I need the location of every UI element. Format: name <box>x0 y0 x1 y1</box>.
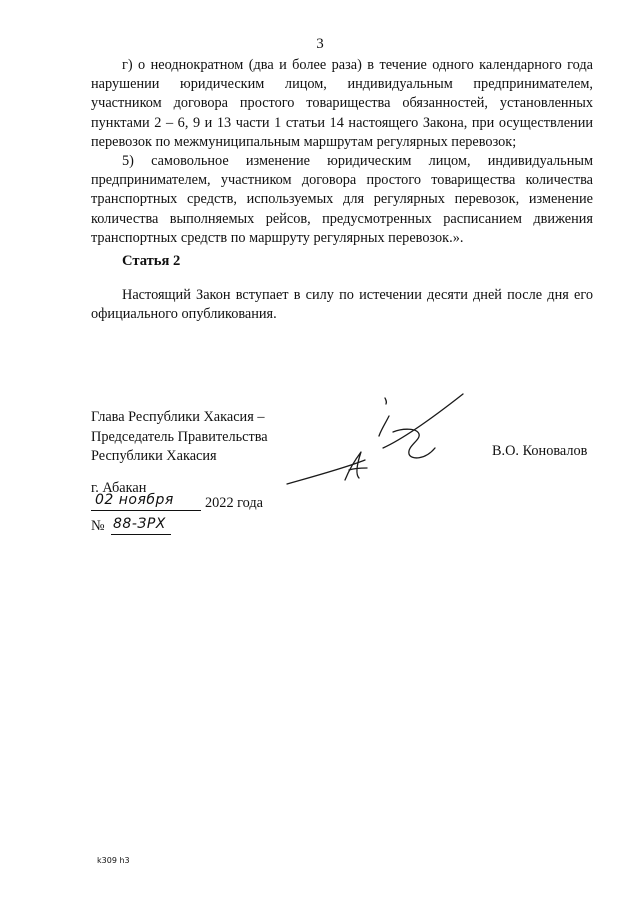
date-year: 2022 года <box>205 495 264 511</box>
number-sign: № <box>91 518 105 534</box>
position-line-1: Глава Республики Хакасия – <box>91 409 265 425</box>
page-number: 3 <box>316 36 324 52</box>
number-underline <box>111 534 171 535</box>
law-number <box>91 516 211 538</box>
signing-date <box>91 494 291 516</box>
article-text: Настоящий Закон вступает в силу по истечении десяти дней после дня его официального опубликования. <box>91 287 593 323</box>
article-body <box>91 286 593 324</box>
paragraph-item-g: г) о неоднократном (два и более раза) в течение одного календарного года нарушении юридическим лицом, индивидуальным предпринимателем, участником договора простого товарищества обязанностей, установленных пунктами 2 – 6, 9 и 13 части 1 статьи 14 настоящего Закона, при осуществлении перевозок по межмуниципальным маршрутам регулярных перевозок; <box>91 57 593 150</box>
handwritten-signature <box>285 388 475 493</box>
footer-code: k309 h3 <box>97 856 130 865</box>
amendment-text <box>91 56 593 248</box>
handwritten-date: 02 ноября <box>95 492 174 508</box>
signatory-name: В.О. Коновалов <box>492 443 588 459</box>
position-line-2: Председатель Правительства <box>91 428 268 445</box>
signatory-position <box>91 408 268 467</box>
handwritten-number: 88-ЗРХ <box>113 516 166 532</box>
paragraph-item-5: 5) самовольное изменение юридическим лицом, индивидуальным предпринимателем, участником договора простого товарищества количества транспортных средств, используемых для регулярных перевозок, изменение количества выполняемых рейсов, предусмотренных расписанием движения транспортных средств по маршруту регулярных перевозок.». <box>91 153 593 246</box>
city: г. Абакан <box>91 480 147 496</box>
position-line-3: Республики Хакасия <box>91 448 217 464</box>
date-underline <box>91 510 201 511</box>
article-heading: Статья 2 <box>122 253 181 269</box>
